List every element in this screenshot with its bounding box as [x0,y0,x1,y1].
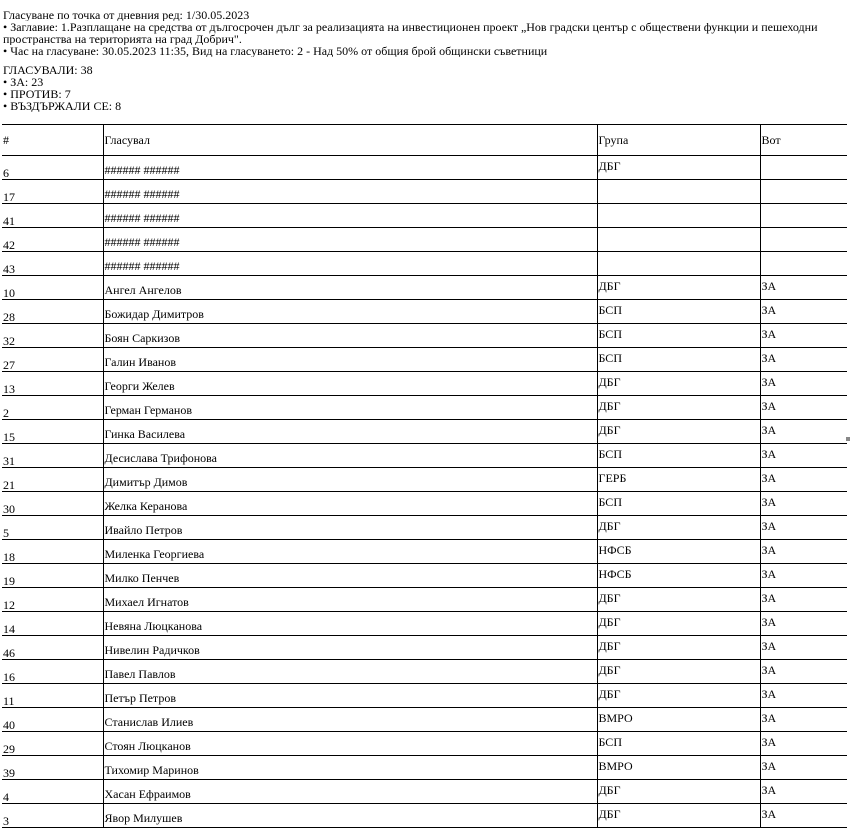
cell-vote: ЗА [760,636,847,660]
table-row [2,204,847,228]
cell-group: ГЕРБ [597,468,760,492]
cell-group: ДБГ [597,420,760,444]
cell-number: 17 [2,180,103,204]
cell-number: 15 [2,420,103,444]
summary-against-text: ПРОТИВ: 7 [10,88,71,100]
cell-voter: ###### ###### [103,252,597,276]
cell-number: 10 [2,276,103,300]
cell-voter: ###### ###### [103,180,597,204]
cell-vote: ЗА [760,660,847,684]
cell-vote: ЗА [760,420,847,444]
cell-number: 16 [2,660,103,684]
cell-group: НФСБ [597,564,760,588]
cell-vote: ЗА [760,372,847,396]
table-row [2,348,847,372]
cell-voter: Герман Германов [103,396,597,420]
cell-vote: ЗА [760,468,847,492]
cell-number: 11 [2,684,103,708]
cell-number: 30 [2,492,103,516]
cell-group: ДБГ [597,612,760,636]
cell-number: 40 [2,708,103,732]
cell-voter: Галин Иванов [103,348,597,372]
table-row [2,540,847,564]
cell-vote [760,252,847,276]
cell-vote [760,180,847,204]
cell-voter: Невяна Люцканова [103,612,597,636]
cell-group: ДБГ [597,396,760,420]
cell-voter: Милко Пенчев [103,564,597,588]
cell-voter: Нивелин Радичков [103,636,597,660]
cell-group: ДБГ [597,516,760,540]
cell-voter: Хасан Ефраимов [103,780,597,804]
cell-vote: ЗА [760,804,847,828]
table-row [2,492,847,516]
cell-voter: Десислава Трифонова [103,444,597,468]
table-row [2,684,847,708]
cell-group: ВМРО [597,756,760,780]
cell-number: 32 [2,324,103,348]
cell-voter: Ивайло Петров [103,516,597,540]
table-row [2,444,847,468]
table-row [2,252,847,276]
cell-group: БСП [597,732,760,756]
summary-for [3,76,849,88]
table-row [2,756,847,780]
table-row [2,588,847,612]
table-header-row [2,125,847,156]
table-row [2,372,847,396]
cell-vote: ЗА [760,276,847,300]
cell-vote: ЗА [760,348,847,372]
cell-vote [760,204,847,228]
header-vote: Вот [760,125,847,156]
cell-number: 4 [2,780,103,804]
header-number: # [2,125,103,156]
cell-number: 29 [2,732,103,756]
table-row [2,612,847,636]
cell-group: ДБГ [597,660,760,684]
cell-number: 3 [2,804,103,828]
cell-group: ДБГ [597,780,760,804]
cell-vote [760,156,847,180]
cell-group: НФСБ [597,540,760,564]
table-row [2,636,847,660]
cell-voter: ###### ###### [103,228,597,252]
table-row [2,396,847,420]
cell-vote: ЗА [760,588,847,612]
cell-voter: ###### ###### [103,156,597,180]
summary-voted: ГЛАСУВАЛИ: 38 [3,64,93,76]
votes-table [2,124,847,828]
summary-against [3,88,849,100]
cell-vote: ЗА [760,612,847,636]
table-row [2,468,847,492]
cell-voter: Михаел Игнатов [103,588,597,612]
spacer [3,57,849,64]
summary-abstained [3,100,849,112]
cell-group [597,204,760,228]
cell-vote [760,228,847,252]
cell-group: БСП [597,444,760,468]
subject-text: Заглавие: 1.Разплащане на средства от дългосрочен дълг за реализацията на инвестиционен проект „Нов градски център с обществени функции и пешеходни пространства на територията на град Добрич". [3,21,818,45]
table-row [2,180,847,204]
cell-vote: ЗА [760,756,847,780]
cell-number: 43 [2,252,103,276]
header-voter: Гласувал [103,125,597,156]
table-row [2,420,847,444]
summary-for-text: ЗА: 23 [10,76,44,88]
cell-number: 46 [2,636,103,660]
cell-voter: Петър Петров [103,684,597,708]
table-row [2,708,847,732]
cell-group [597,228,760,252]
cell-vote: ЗА [760,564,847,588]
cell-group: БСП [597,300,760,324]
cell-number: 12 [2,588,103,612]
cell-vote: ЗА [760,540,847,564]
cell-number: 39 [2,756,103,780]
cell-voter: Миленка Георгиева [103,540,597,564]
cell-number: 42 [2,228,103,252]
cell-vote: ЗА [760,324,847,348]
table-row [2,300,847,324]
vote-time-line [3,45,849,57]
cell-number: 5 [2,516,103,540]
document-header [3,9,849,112]
cell-group: ДБГ [597,372,760,396]
cell-group [597,180,760,204]
table-row [2,804,847,828]
cell-vote: ЗА [760,444,847,468]
cell-group: ДБГ [597,684,760,708]
cell-group [597,252,760,276]
votes-table-body [2,125,847,828]
cell-group: БСП [597,492,760,516]
cell-voter: Явор Милушев [103,804,597,828]
table-row [2,228,847,252]
table-row [2,780,847,804]
cell-group: ДБГ [597,636,760,660]
cell-group: БСП [597,348,760,372]
cell-vote: ЗА [760,300,847,324]
cell-vote: ЗА [760,684,847,708]
cell-voter: Павел Павлов [103,660,597,684]
cell-voter: Димитър Димов [103,468,597,492]
cell-group: ДБГ [597,156,760,180]
cell-group: ВМРО [597,708,760,732]
table-row [2,516,847,540]
cell-vote: ЗА [760,492,847,516]
cell-number: 13 [2,372,103,396]
cell-number: 18 [2,540,103,564]
cell-number: 19 [2,564,103,588]
cell-number: 41 [2,204,103,228]
cell-number: 28 [2,300,103,324]
header-group: Група [597,125,760,156]
cell-voter: Гинка Василева [103,420,597,444]
cell-number: 2 [2,396,103,420]
cell-number: 31 [2,444,103,468]
summary-abstained-text: ВЪЗДЪРЖАЛИ СЕ: 8 [10,100,122,112]
cell-voter: ###### ###### [103,204,597,228]
cell-voter: Тихомир Маринов [103,756,597,780]
cell-vote: ЗА [760,780,847,804]
cell-number: 14 [2,612,103,636]
table-row [2,324,847,348]
cell-number: 27 [2,348,103,372]
table-row [2,732,847,756]
cell-voter: Георги Желев [103,372,597,396]
cell-vote: ЗА [760,516,847,540]
table-row [2,156,847,180]
cell-vote: ЗА [760,708,847,732]
cell-group: ДБГ [597,804,760,828]
cell-voter: Божидар Димитров [103,300,597,324]
cell-voter: Стоян Люцканов [103,732,597,756]
cell-group: ДБГ [597,588,760,612]
cell-voter: Боян Саркизов [103,324,597,348]
cell-number: 21 [2,468,103,492]
subject-line [3,21,849,45]
cell-vote: ЗА [760,396,847,420]
table-row [2,276,847,300]
cell-voter: Ангел Ангелов [103,276,597,300]
cell-group: ДБГ [597,276,760,300]
cell-voter: Желка Керанова [103,492,597,516]
cell-group: БСП [597,324,760,348]
table-row [2,660,847,684]
vote-time-text: Час на гласуване: 30.05.2023 11:35, Вид на гласуването: 2 - Над 50% от общия брой общински съветници [10,45,548,57]
table-row [2,564,847,588]
scroll-marker [846,437,850,441]
agenda-line: Гласуване по точка от дневния ред: 1/30.05.2023 [3,9,250,21]
cell-vote: ЗА [760,732,847,756]
cell-voter: Станислав Илиев [103,708,597,732]
cell-number: 6 [2,156,103,180]
